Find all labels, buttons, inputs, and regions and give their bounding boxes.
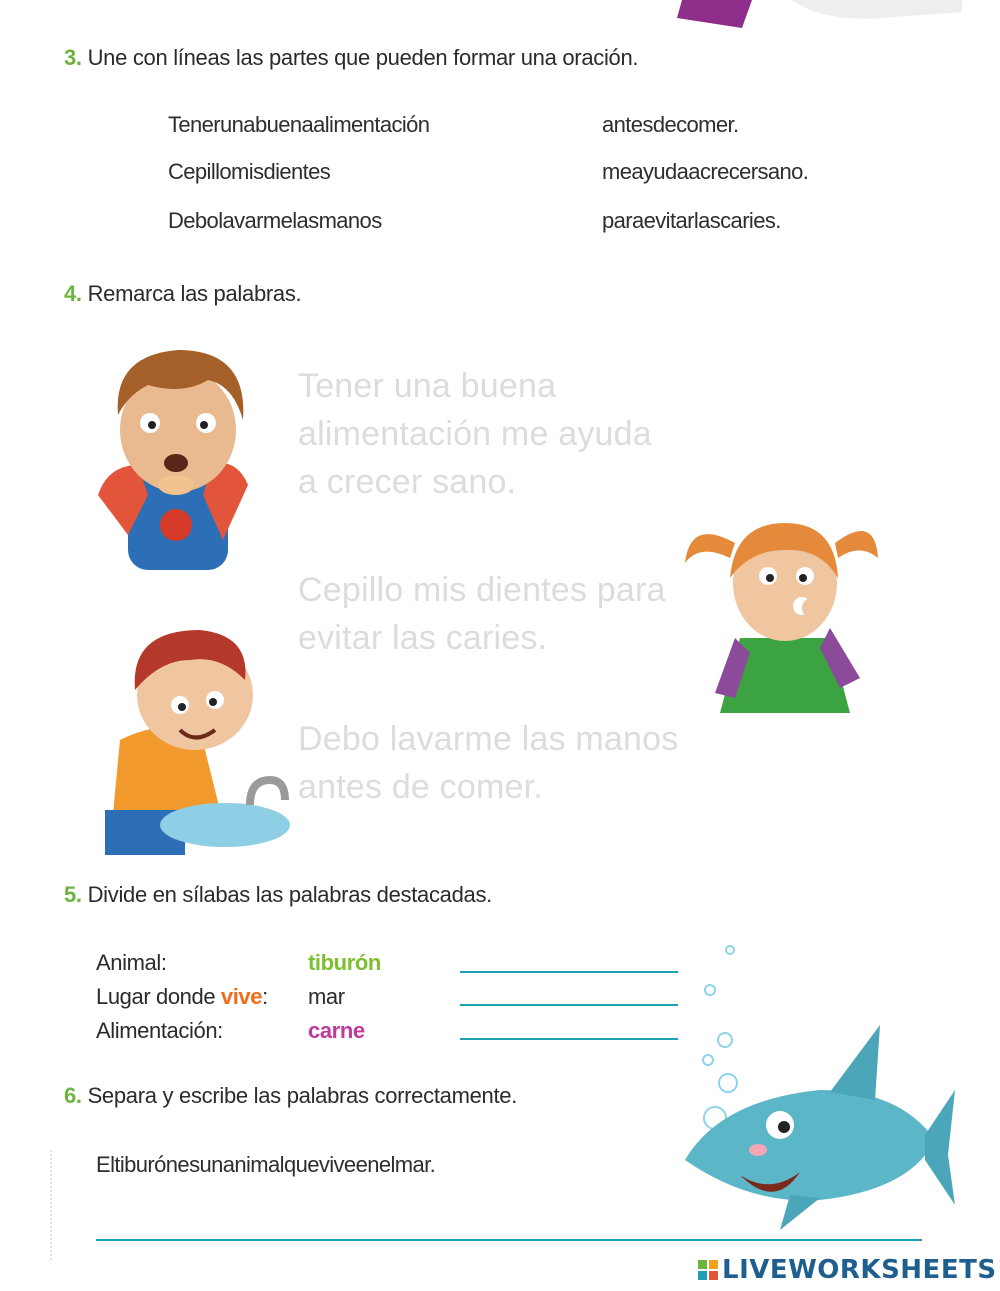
q5-label-alimentacion: Alimentación: — [96, 1018, 223, 1043]
q6-answer-line — [96, 1239, 922, 1241]
q3-right-3[interactable]: paraevitarlascaries. — [602, 208, 781, 233]
q5-number: 5. — [64, 882, 82, 907]
q5-instruction: Divide en sílabas las palabras destacadas. — [87, 882, 492, 907]
liveworksheets-logo — [698, 1255, 997, 1285]
boy-washing-illustration — [100, 620, 295, 860]
q5-highlight-vive: vive — [220, 984, 263, 1009]
q3-instruction: Une con líneas las partes que pueden formar una oración. — [87, 45, 639, 70]
q5-heading — [64, 882, 492, 908]
logo-text: LIVEWORKSHEETS — [722, 1255, 997, 1285]
boy-eating-illustration — [88, 335, 258, 575]
q5-word-mar: mar — [308, 984, 345, 1009]
q5-answer-3[interactable] — [460, 1012, 682, 1040]
q4-number: 4. — [64, 281, 82, 306]
q5-answer-2[interactable] — [460, 978, 682, 1006]
q6-instruction: Separa y escribe las palabras correctamente. — [87, 1083, 518, 1108]
q6-joined-sentence: Eltiburónesunanimalqueviveenelmar. — [96, 1152, 436, 1177]
q5-word-tiburon: tiburón — [308, 950, 381, 975]
q5-label-animal: Animal: — [96, 950, 167, 975]
trace-line: evitar las caries. — [298, 619, 548, 657]
trace-line: Tener una buena — [298, 367, 557, 405]
q6-heading — [64, 1083, 517, 1109]
q5-label-lugar — [96, 984, 268, 1010]
q5-answer-1[interactable] — [460, 945, 682, 973]
q3-right-1[interactable]: antesdecomer. — [602, 112, 739, 137]
trace-sentence-3 — [298, 715, 678, 811]
q3-right-2[interactable]: meayudaacrecersano. — [602, 159, 809, 184]
q3-number: 3. — [64, 45, 82, 70]
q4-instruction: Remarca las palabras. — [87, 281, 302, 306]
q3-left-2[interactable]: Cepillomisdientes — [168, 159, 331, 184]
q6-number: 6. — [64, 1083, 82, 1108]
q3-left-3[interactable]: Debolavarmelasmanos — [168, 208, 382, 233]
q4-heading — [64, 281, 301, 307]
trace-sentence-2 — [298, 566, 666, 662]
q5-answer-line — [460, 971, 678, 973]
trace-line: alimentación me ayuda — [298, 415, 652, 453]
logo-icon — [698, 1260, 718, 1280]
trace-line: Debo lavarme las manos — [298, 720, 679, 758]
q3-heading — [64, 45, 638, 71]
q6-answer[interactable] — [96, 1210, 926, 1240]
q5-answer-line — [460, 1038, 678, 1040]
q5-label-colon: : — [262, 984, 268, 1009]
q5-answer-line — [460, 1004, 678, 1006]
shark-illustration — [680, 940, 960, 1240]
q5-word-carne: carne — [308, 1018, 365, 1043]
trace-line: a crecer sano. — [298, 463, 517, 501]
corner-decoration — [672, 0, 962, 30]
trace-line: antes de comer. — [298, 768, 543, 806]
margin-dots — [50, 1150, 54, 1260]
q3-left-1[interactable]: Tenerunabuenaalimentación — [168, 112, 430, 137]
trace-line: Cepillo mis dientes para — [298, 571, 666, 609]
girl-brushing-illustration — [680, 488, 880, 718]
trace-sentence-1 — [298, 362, 652, 506]
q5-label-text: Lugar donde — [96, 984, 221, 1009]
